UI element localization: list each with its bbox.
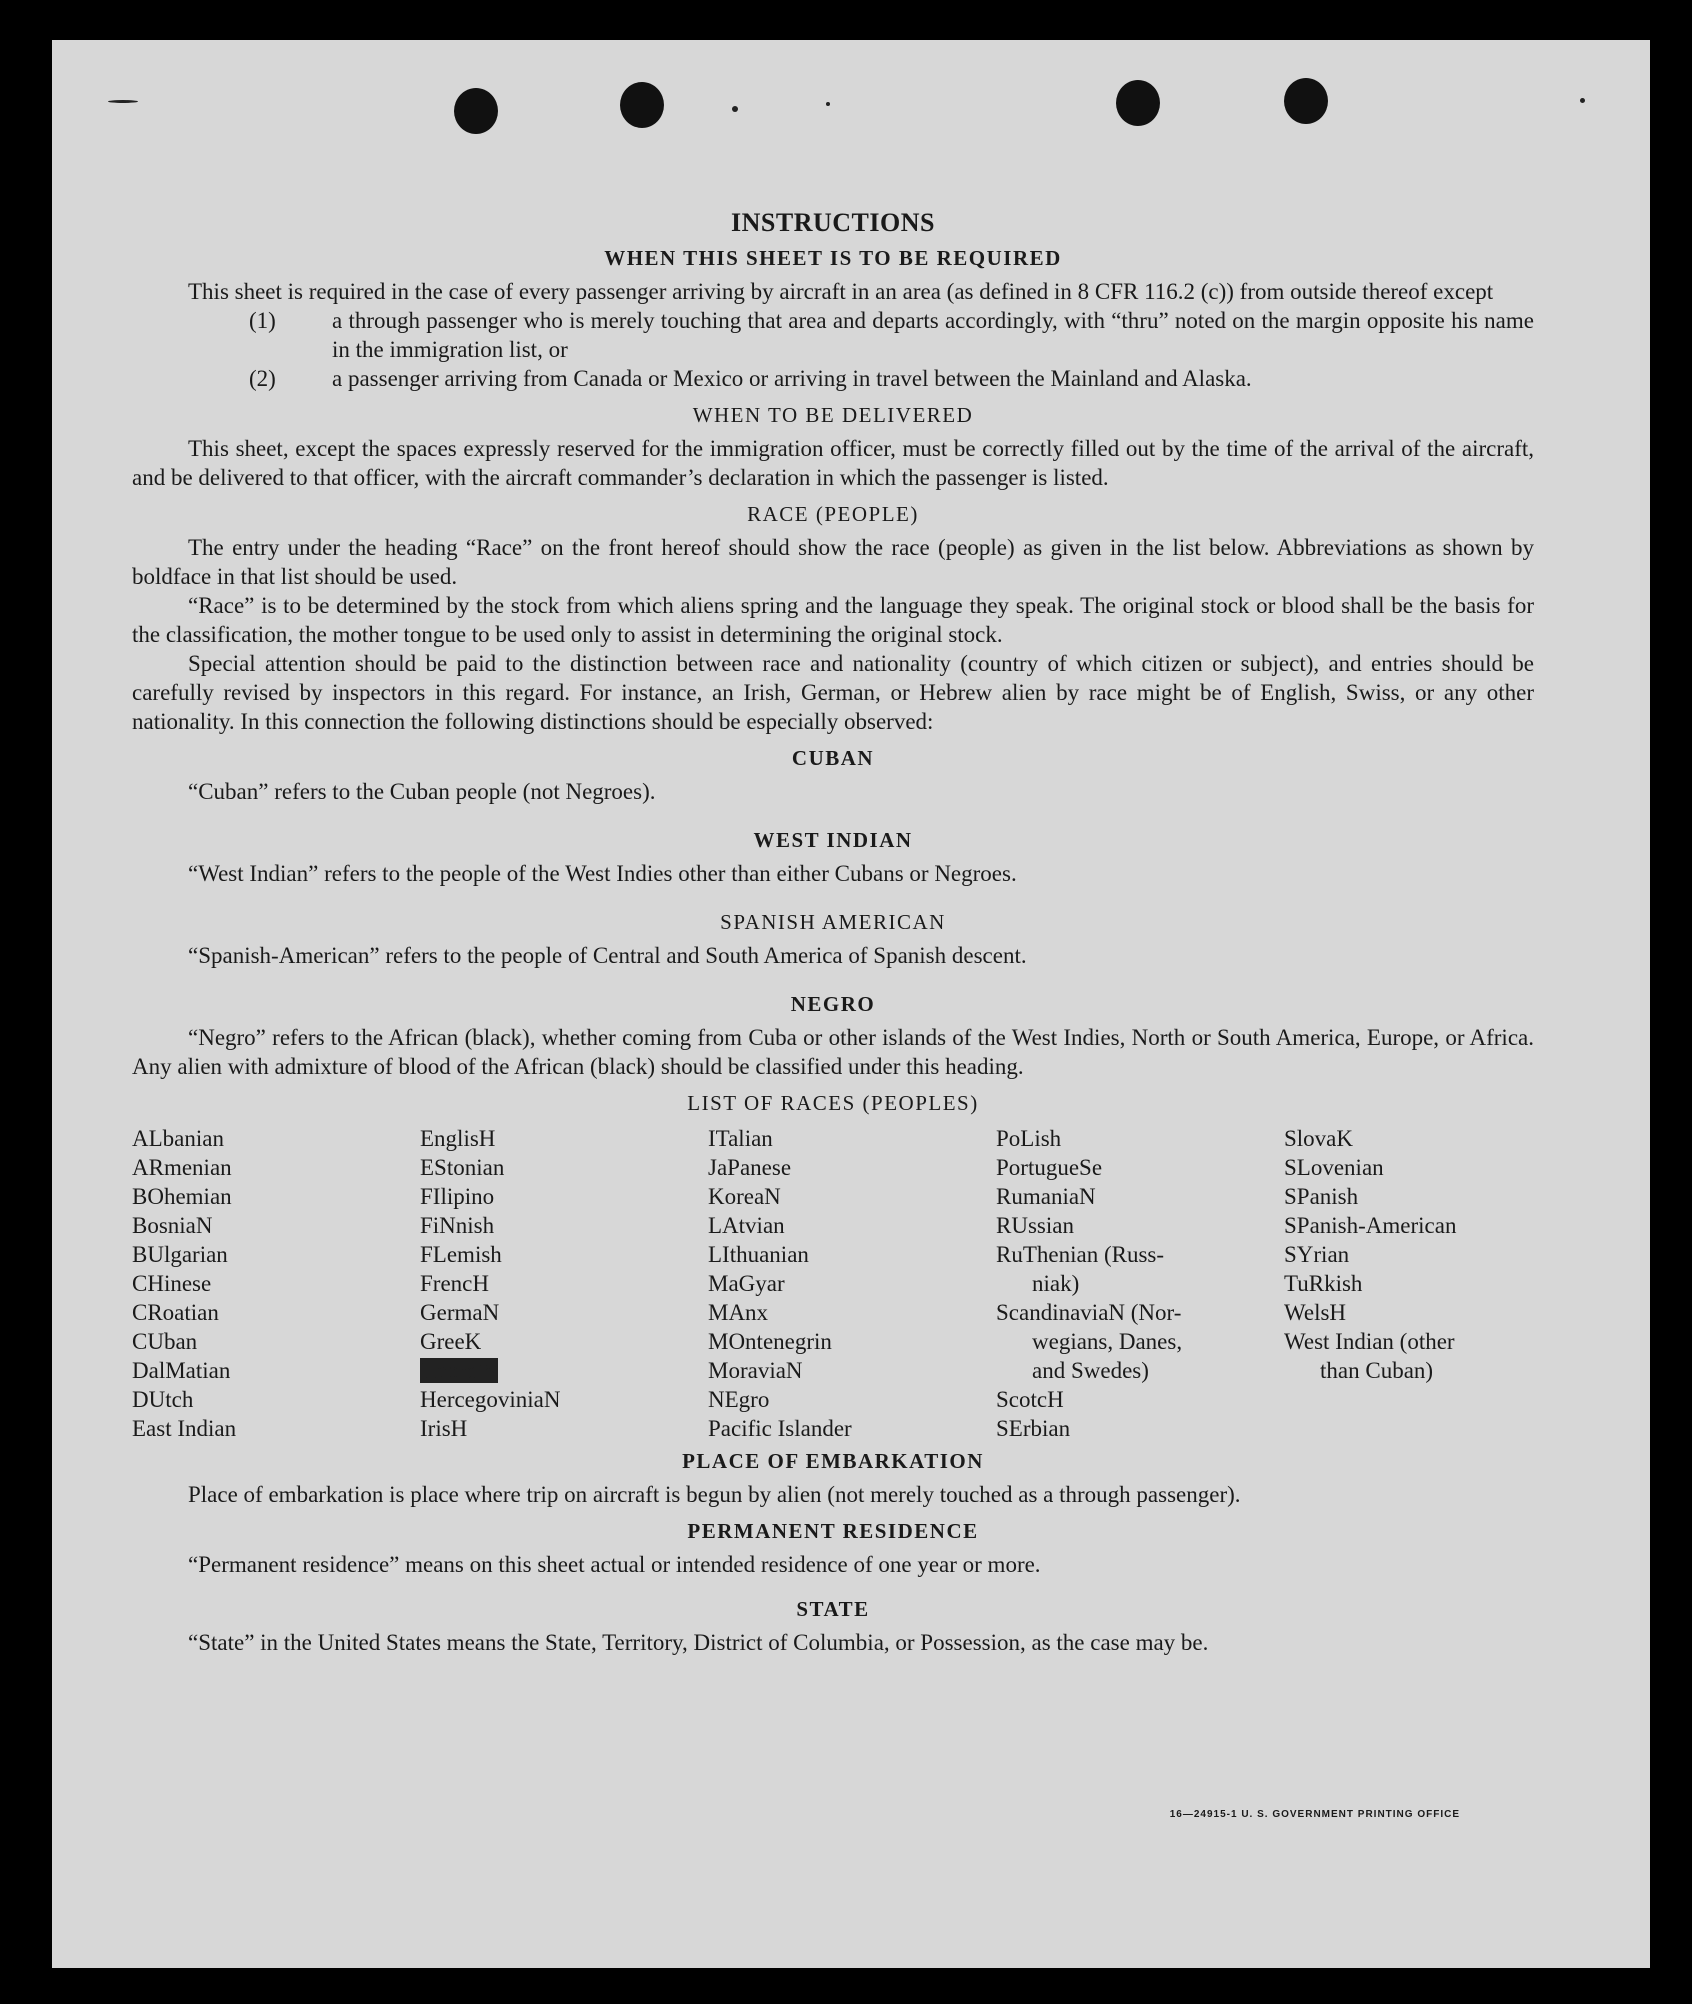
race-entry: wegians, Danes, [1032,1329,1183,1354]
race-entry: FIlipino [420,1184,495,1209]
spanish-american-text: “Spanish-American” refers to the people of Central and South America of Spanish descent. [188,943,1027,968]
exception-number: (2) [249,366,276,391]
race-entry: Pacific Islander [708,1416,852,1441]
race-paragraph-1: The entry under the heading “Race” on the front hereof should show the race (people) as given in the list below. Abbreviations as shown by boldface in that list should be used. [132,535,1534,589]
races-column-3 [708,1124,996,1443]
race-entry: SPanish [1284,1184,1359,1209]
speck [1580,98,1585,103]
race-entry: ScotcH [996,1387,1064,1412]
race-entry: West Indian (other [1284,1329,1455,1354]
race-entry: CHinese [132,1271,212,1296]
instructions-content [132,208,1534,1657]
negro-text: “Negro” refers to the African (black), whether coming from Cuba or other islands of the West Indies, North or South America, Europe, or Africa. Any alien with admixture of blood of the African (black) should be classified under this heading. [132,1025,1534,1079]
race-entry: East Indian [132,1416,237,1441]
race-entry: RumaniaN [996,1184,1096,1209]
race-entry: MaGyar [708,1271,785,1296]
race-entry: SlovaK [1284,1126,1353,1151]
races-column-5 [1284,1124,1572,1443]
punch-hole [620,82,664,128]
race-entry: BosniaN [132,1213,213,1238]
race-entry: HercegoviniaN [420,1387,561,1412]
struck-text: HebreW [420,1358,498,1383]
race-entry: DalMatian [132,1358,231,1383]
punch-hole [1116,80,1160,126]
race-entry: GreeK [420,1329,482,1354]
exception-text: a through passenger who is merely touching that area and departs accordingly, with “thru” noted on the margin opposite his name in the immigration list, or [332,308,1534,362]
cuban-text: “Cuban” refers to the Cuban people (not Negroes). [188,779,656,804]
race-entry: BOhemian [132,1184,232,1209]
race-entry: LAtvian [708,1213,785,1238]
race-entry: CUban [132,1329,198,1354]
race-entry: EnglisH [420,1126,496,1151]
west-indian-text: “West Indian” refers to the people of the West Indies other than either Cubans or Negroes. [188,861,1017,886]
race-entry: IrisH [420,1416,468,1441]
page-title: INSTRUCTIONS [731,208,935,237]
residence-text: “Permanent residence” means on this sheet actual or intended residence of one year or more. [188,1552,1041,1577]
speck [732,106,738,112]
race-entry: ALbanian [132,1126,224,1151]
punch-hole [1284,78,1328,124]
document-sheet [52,40,1650,1968]
race-entry: MOntenegrin [708,1329,832,1354]
race-entry: RuThenian (Russ- [996,1242,1165,1267]
speck [108,100,138,103]
speck [826,102,830,106]
heading-list-of-races: LIST OF RACES (PEOPLES) [687,1091,979,1115]
race-entry: ScandinaviaN (Nor- [996,1300,1182,1325]
race-entry: ITalian [708,1126,773,1151]
race-entry: ARmenian [132,1155,232,1180]
printing-office-code: 16—24915-1 U. S. GOVERNMENT PRINTING OFFICE [1169,1809,1460,1820]
race-entry: and Swedes) [1032,1358,1149,1383]
race-entry: DUtch [132,1387,194,1412]
heading-embarkation: PLACE OF EMBARKATION [682,1449,984,1473]
race-entry: GermaN [420,1300,500,1325]
race-entry: FrencH [420,1271,489,1296]
heading-negro: NEGRO [790,992,876,1016]
races-column-4 [996,1124,1284,1443]
race-entry: SPanish-American [1284,1213,1457,1238]
when-delivered-text: This sheet, except the spaces expressly reserved for the immigration officer, must be correctly filled out by the time of the arrival of the aircraft, and be delivered to that officer, with the aircraft commander’s declaration in which the passenger is listed. [132,436,1534,490]
race-entry: KoreaN [708,1184,781,1209]
race-entry: MAnx [708,1300,769,1325]
races-column-2 [420,1124,708,1443]
race-entry: MoraviaN [708,1358,803,1383]
race-entry: TuRkish [1284,1271,1363,1296]
exception-number: (1) [249,308,276,333]
race-entry: SYrian [1284,1242,1350,1267]
race-entry: FiNnish [420,1213,495,1238]
race-entry: BUlgarian [132,1242,228,1267]
heading-when-required: WHEN THIS SHEET IS TO BE REQUIRED [604,246,1062,270]
race-entry: EStonian [420,1155,505,1180]
exception-item-2 [132,364,1534,393]
race-entry: RUssian [996,1213,1074,1238]
heading-west-indian: WEST INDIAN [753,828,913,852]
exception-item-1 [132,306,1534,364]
when-required-intro: This sheet is required in the case of every passenger arriving by aircraft in an area (as defined in 8 CFR 116.2 (c)) from outside thereof except [188,279,1494,304]
heading-cuban: CUBAN [791,746,875,770]
races-list [132,1124,1534,1443]
race-paragraph-3: Special attention should be paid to the distinction between race and nationality (country of which citizen or subject), and entries should be carefully revised by inspectors in this regard. For instance, an Irish, German, or Hebrew alien by race might be of English, Swiss, or any other nationality. In this connection the following distinctions should be especially observed: [132,651,1534,734]
race-entry: CRoatian [132,1300,219,1325]
races-column-1 [132,1124,420,1443]
race-entry: niak) [1032,1271,1080,1296]
race-entry: PoLish [996,1126,1062,1151]
race-entry: than Cuban) [1320,1358,1434,1383]
exception-text: a passenger arriving from Canada or Mexico or arriving in travel between the Mainland and Alaska. [332,366,1252,391]
race-entry: JaPanese [708,1155,792,1180]
punch-hole [454,88,498,134]
heading-state: STATE [796,1597,870,1621]
embarkation-text: Place of embarkation is place where trip on aircraft is begun by alien (not merely touched as a through passenger). [188,1482,1241,1507]
race-entry: SLovenian [1284,1155,1384,1180]
heading-race: RACE (PEOPLE) [747,502,919,526]
heading-when-delivered: WHEN TO BE DELIVERED [692,403,974,427]
race-entry: PortugueSe [996,1155,1103,1180]
race-entry: WelsH [1284,1300,1347,1325]
state-text: “State” in the United States means the State, Territory, District of Columbia, or Possession, as the case may be. [188,1630,1209,1655]
race-entry: FLemish [420,1242,502,1267]
race-entry: SErbian [996,1416,1071,1441]
race-entry: NEgro [708,1387,770,1412]
heading-permanent-residence: PERMANENT RESIDENCE [687,1519,979,1543]
race-entry-struck [420,1356,708,1385]
heading-spanish-american: SPANISH AMERICAN [720,910,946,934]
race-paragraph-2: “Race” is to be determined by the stock from which aliens spring and the language they speak. The original stock or blood shall be the basis for the classification, the mother tongue to be used only to assist in determining the original stock. [132,593,1534,647]
race-entry: LIthuanian [708,1242,809,1267]
